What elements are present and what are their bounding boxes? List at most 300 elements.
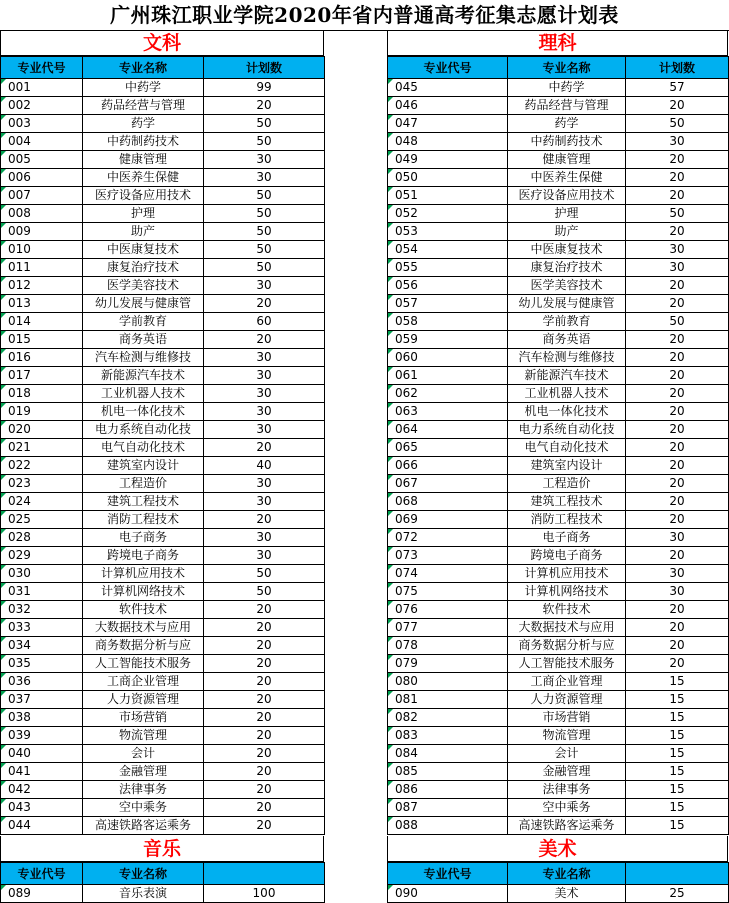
cell-plan: 30 — [204, 493, 325, 511]
cell-code: 034 — [1, 637, 83, 655]
cell-name: 工程造价 — [83, 475, 204, 493]
cell-code: 028 — [1, 529, 83, 547]
table-row — [388, 709, 729, 727]
header-row — [388, 57, 729, 79]
table-row — [388, 763, 729, 781]
cell-name: 电气自动化技术 — [508, 439, 626, 457]
cell-name: 人工智能技术服务 — [83, 655, 204, 673]
cell-name: 汽车检测与维修技 — [508, 349, 626, 367]
table-row — [388, 745, 729, 763]
cell-code: 084 — [388, 745, 508, 763]
table-row — [1, 547, 325, 565]
cell-plan: 15 — [626, 817, 729, 835]
cell-plan: 30 — [204, 367, 325, 385]
cell-name: 电子商务 — [83, 529, 204, 547]
cell-code: 047 — [388, 115, 508, 133]
table-row — [388, 277, 729, 295]
cell-code: 012 — [1, 277, 83, 295]
table-row — [1, 745, 325, 763]
table-row — [1, 601, 325, 619]
table-row — [388, 367, 729, 385]
header-name: 专业名称 — [83, 57, 204, 79]
cell-plan: 20 — [204, 781, 325, 799]
table-row — [1, 493, 325, 511]
cell-plan: 30 — [626, 565, 729, 583]
cell-plan: 20 — [204, 727, 325, 745]
table-row — [1, 151, 325, 169]
table-row — [1, 367, 325, 385]
cell-code: 048 — [388, 133, 508, 151]
cell-plan: 30 — [204, 277, 325, 295]
cell-name: 药学 — [83, 115, 204, 133]
cell-plan: 15 — [626, 727, 729, 745]
cell-code: 013 — [1, 295, 83, 313]
cell-name: 消防工程技术 — [83, 511, 204, 529]
cell-name: 助产 — [83, 223, 204, 241]
cell-name: 电力系统自动化技 — [508, 421, 626, 439]
cell-name: 金融管理 — [83, 763, 204, 781]
cell-code: 036 — [1, 673, 83, 691]
cell-code: 068 — [388, 493, 508, 511]
cell-plan: 50 — [626, 313, 729, 331]
cell-code: 066 — [388, 457, 508, 475]
table-row — [388, 313, 729, 331]
cell-code: 014 — [1, 313, 83, 331]
cell-code: 006 — [1, 169, 83, 187]
cell-name: 护理 — [508, 205, 626, 223]
cell-code: 058 — [388, 313, 508, 331]
cell-name: 会计 — [83, 745, 204, 763]
cell-name: 大数据技术与应用 — [508, 619, 626, 637]
cell-code: 043 — [1, 799, 83, 817]
cell-name: 物流管理 — [83, 727, 204, 745]
table-row — [1, 565, 325, 583]
table-row — [1, 79, 325, 97]
cell-name: 消防工程技术 — [508, 511, 626, 529]
table-row — [388, 133, 729, 151]
cell-name: 计算机应用技术 — [83, 565, 204, 583]
cell-plan: 20 — [204, 295, 325, 313]
cell-plan: 50 — [204, 133, 325, 151]
cell-code: 075 — [388, 583, 508, 601]
cell-code: 089 — [1, 885, 83, 903]
cell-name: 建筑室内设计 — [508, 457, 626, 475]
table-row — [1, 313, 325, 331]
cell-plan: 30 — [626, 583, 729, 601]
cell-code: 057 — [388, 295, 508, 313]
table-row — [388, 439, 729, 457]
cell-name: 市场营销 — [83, 709, 204, 727]
cell-name: 空中乘务 — [508, 799, 626, 817]
table-row — [388, 331, 729, 349]
cell-code: 082 — [388, 709, 508, 727]
cell-plan: 15 — [626, 799, 729, 817]
cell-plan: 20 — [626, 169, 729, 187]
cell-name: 法律事务 — [508, 781, 626, 799]
cell-name: 学前教育 — [83, 313, 204, 331]
cell-plan: 50 — [204, 115, 325, 133]
cell-code: 035 — [1, 655, 83, 673]
cell-code: 025 — [1, 511, 83, 529]
cell-name: 工业机器人技术 — [83, 385, 204, 403]
cell-plan: 20 — [204, 691, 325, 709]
cell-plan: 30 — [626, 259, 729, 277]
cell-name: 新能源汽车技术 — [83, 367, 204, 385]
cell-plan: 20 — [626, 619, 729, 637]
table-row — [1, 763, 325, 781]
cell-code: 069 — [388, 511, 508, 529]
table-row — [388, 187, 729, 205]
cell-name: 电力系统自动化技 — [83, 421, 204, 439]
cell-name: 中药学 — [508, 79, 626, 97]
cell-plan: 20 — [626, 421, 729, 439]
cell-code: 017 — [1, 367, 83, 385]
cell-plan: 20 — [626, 475, 729, 493]
table-row — [388, 817, 729, 835]
table-row — [388, 205, 729, 223]
cell-code: 074 — [388, 565, 508, 583]
cell-name: 幼儿发展与健康管 — [83, 295, 204, 313]
cell-plan: 20 — [626, 601, 729, 619]
cell-code: 073 — [388, 547, 508, 565]
cell-code: 059 — [388, 331, 508, 349]
cell-code: 032 — [1, 601, 83, 619]
cell-code: 062 — [388, 385, 508, 403]
table-row — [388, 885, 729, 903]
cell-code: 004 — [1, 133, 83, 151]
table-row — [388, 79, 729, 97]
header-plan — [626, 863, 729, 885]
cell-plan: 50 — [204, 259, 325, 277]
cell-name: 建筑工程技术 — [83, 493, 204, 511]
table-row — [1, 529, 325, 547]
cell-code: 033 — [1, 619, 83, 637]
cell-code: 038 — [1, 709, 83, 727]
cell-plan: 20 — [204, 763, 325, 781]
yinyue-panel — [0, 836, 324, 903]
cell-code: 063 — [388, 403, 508, 421]
cell-code: 045 — [388, 79, 508, 97]
table-row — [1, 727, 325, 745]
cell-code: 055 — [388, 259, 508, 277]
cell-plan: 20 — [626, 331, 729, 349]
table-row — [388, 295, 729, 313]
cell-name: 中医康复技术 — [83, 241, 204, 259]
table-row — [388, 223, 729, 241]
table-row — [388, 547, 729, 565]
cell-plan: 20 — [626, 349, 729, 367]
table-row — [388, 727, 729, 745]
table-row — [388, 475, 729, 493]
cell-code: 052 — [388, 205, 508, 223]
cell-name: 软件技术 — [508, 601, 626, 619]
header-code: 专业代号 — [1, 57, 83, 79]
cell-name: 药学 — [508, 115, 626, 133]
table-row — [1, 691, 325, 709]
cell-code: 049 — [388, 151, 508, 169]
table-row — [388, 457, 729, 475]
table-row — [388, 259, 729, 277]
cell-name: 计算机网络技术 — [508, 583, 626, 601]
cell-plan: 20 — [626, 295, 729, 313]
cell-code: 051 — [388, 187, 508, 205]
table-row — [388, 781, 729, 799]
cell-name: 机电一体化技术 — [508, 403, 626, 421]
cell-plan: 20 — [204, 619, 325, 637]
table-row — [1, 403, 325, 421]
header-plan: 计划数 — [626, 57, 729, 79]
header-row — [1, 57, 325, 79]
cell-name: 电气自动化技术 — [83, 439, 204, 457]
wenke-table — [0, 56, 325, 835]
cell-plan: 20 — [626, 385, 729, 403]
cell-name: 商务英语 — [508, 331, 626, 349]
cell-plan: 15 — [626, 709, 729, 727]
like-panel — [387, 30, 728, 835]
cell-code: 083 — [388, 727, 508, 745]
cell-name: 音乐表演 — [83, 885, 204, 903]
table-row — [1, 421, 325, 439]
cell-name: 中药制药技术 — [83, 133, 204, 151]
cell-code: 087 — [388, 799, 508, 817]
cell-plan: 20 — [204, 817, 325, 835]
cell-plan: 20 — [626, 223, 729, 241]
table-row — [388, 655, 729, 673]
cell-plan: 30 — [626, 529, 729, 547]
cell-plan: 99 — [204, 79, 325, 97]
cell-plan: 30 — [204, 169, 325, 187]
meishu-section-title: 美术 — [387, 836, 728, 862]
cell-code: 041 — [1, 763, 83, 781]
cell-name: 新能源汽车技术 — [508, 367, 626, 385]
cell-code: 002 — [1, 97, 83, 115]
cell-plan: 30 — [204, 151, 325, 169]
cell-name: 康复治疗技术 — [508, 259, 626, 277]
cell-plan: 20 — [204, 331, 325, 349]
cell-name: 电子商务 — [508, 529, 626, 547]
table-row — [1, 511, 325, 529]
cell-name: 康复治疗技术 — [83, 259, 204, 277]
table-row — [388, 421, 729, 439]
cell-name: 高速铁路客运乘务 — [508, 817, 626, 835]
table-row — [388, 799, 729, 817]
cell-name: 人工智能技术服务 — [508, 655, 626, 673]
table-row — [388, 619, 729, 637]
cell-name: 软件技术 — [83, 601, 204, 619]
cell-code: 085 — [388, 763, 508, 781]
cell-plan: 20 — [626, 403, 729, 421]
cell-plan: 50 — [204, 565, 325, 583]
cell-code: 046 — [388, 97, 508, 115]
cell-plan: 30 — [204, 529, 325, 547]
table-row — [388, 385, 729, 403]
cell-name: 医疗设备应用技术 — [83, 187, 204, 205]
table-row — [1, 655, 325, 673]
cell-plan: 20 — [626, 151, 729, 169]
cell-code: 029 — [1, 547, 83, 565]
table-row — [388, 169, 729, 187]
cell-code: 018 — [1, 385, 83, 403]
cell-name: 跨境电子商务 — [508, 547, 626, 565]
table-row — [1, 583, 325, 601]
cell-code: 080 — [388, 673, 508, 691]
cell-code: 077 — [388, 619, 508, 637]
header-code: 专业代号 — [1, 863, 83, 885]
cell-plan: 50 — [204, 187, 325, 205]
cell-name: 医学美容技术 — [508, 277, 626, 295]
table-row — [388, 511, 729, 529]
header-name: 专业名称 — [83, 863, 204, 885]
cell-plan: 30 — [626, 241, 729, 259]
cell-plan: 30 — [204, 349, 325, 367]
cell-plan: 30 — [204, 547, 325, 565]
cell-plan: 20 — [204, 97, 325, 115]
page-title: 广州珠江职业学院2020年省内普通高考征集志愿计划表 — [0, 0, 729, 31]
cell-code: 081 — [388, 691, 508, 709]
table-row — [1, 475, 325, 493]
cell-name: 建筑室内设计 — [83, 457, 204, 475]
cell-name: 中医康复技术 — [508, 241, 626, 259]
cell-code: 072 — [388, 529, 508, 547]
cell-name: 中医养生保健 — [83, 169, 204, 187]
cell-plan: 15 — [626, 691, 729, 709]
cell-plan: 60 — [204, 313, 325, 331]
table-row — [388, 583, 729, 601]
cell-code: 030 — [1, 565, 83, 583]
like-section-title: 理科 — [387, 30, 728, 56]
cell-plan: 15 — [626, 673, 729, 691]
wenke-section-title: 文科 — [0, 30, 324, 56]
table-row — [1, 115, 325, 133]
cell-name: 医学美容技术 — [83, 277, 204, 295]
cell-code: 009 — [1, 223, 83, 241]
cell-code: 007 — [1, 187, 83, 205]
cell-name: 工程造价 — [508, 475, 626, 493]
cell-plan: 15 — [626, 745, 729, 763]
cell-name: 跨境电子商务 — [83, 547, 204, 565]
cell-code: 039 — [1, 727, 83, 745]
cell-name: 大数据技术与应用 — [83, 619, 204, 637]
table-row — [388, 565, 729, 583]
cell-code: 090 — [388, 885, 508, 903]
table-row — [388, 673, 729, 691]
cell-plan: 57 — [626, 79, 729, 97]
cell-name: 医疗设备应用技术 — [508, 187, 626, 205]
cell-code: 010 — [1, 241, 83, 259]
yinyue-table — [0, 862, 325, 903]
cell-name: 护理 — [83, 205, 204, 223]
table-row — [1, 205, 325, 223]
table-row — [388, 349, 729, 367]
cell-name: 幼儿发展与健康管 — [508, 295, 626, 313]
cell-code: 001 — [1, 79, 83, 97]
cell-plan: 20 — [626, 547, 729, 565]
meishu-table — [387, 862, 729, 903]
cell-name: 计算机应用技术 — [508, 565, 626, 583]
cell-code: 067 — [388, 475, 508, 493]
table-row — [388, 403, 729, 421]
cell-code: 022 — [1, 457, 83, 475]
cell-name: 计算机网络技术 — [83, 583, 204, 601]
cell-name: 药品经营与管理 — [508, 97, 626, 115]
cell-code: 078 — [388, 637, 508, 655]
cell-plan: 20 — [204, 709, 325, 727]
cell-plan: 30 — [204, 403, 325, 421]
header-code: 专业代号 — [388, 863, 508, 885]
cell-name: 机电一体化技术 — [83, 403, 204, 421]
header-row — [388, 863, 729, 885]
header-plan — [204, 863, 325, 885]
table-row — [1, 439, 325, 457]
table-row — [1, 781, 325, 799]
cell-name: 中药学 — [83, 79, 204, 97]
table-row — [1, 349, 325, 367]
cell-plan: 20 — [626, 655, 729, 673]
cell-name: 工商企业管理 — [508, 673, 626, 691]
cell-plan: 20 — [626, 439, 729, 457]
yinyue-section-title: 音乐 — [0, 836, 324, 862]
header-name: 专业名称 — [508, 863, 626, 885]
header-code: 专业代号 — [388, 57, 508, 79]
table-row — [388, 637, 729, 655]
cell-code: 054 — [388, 241, 508, 259]
cell-plan: 50 — [204, 205, 325, 223]
table-row — [1, 187, 325, 205]
cell-name: 美术 — [508, 885, 626, 903]
table-row — [1, 331, 325, 349]
cell-plan: 20 — [626, 367, 729, 385]
cell-plan: 40 — [204, 457, 325, 475]
cell-plan: 20 — [204, 745, 325, 763]
header-name: 专业名称 — [508, 57, 626, 79]
cell-code: 031 — [1, 583, 83, 601]
cell-name: 人力资源管理 — [83, 691, 204, 709]
cell-plan: 20 — [204, 511, 325, 529]
cell-name: 商务英语 — [83, 331, 204, 349]
cell-code: 021 — [1, 439, 83, 457]
cell-code: 044 — [1, 817, 83, 835]
cell-name: 中药制药技术 — [508, 133, 626, 151]
cell-plan: 20 — [204, 601, 325, 619]
header-row — [1, 863, 325, 885]
cell-plan: 30 — [204, 475, 325, 493]
cell-plan: 20 — [626, 457, 729, 475]
cell-name: 汽车检测与维修技 — [83, 349, 204, 367]
cell-name: 健康管理 — [508, 151, 626, 169]
cell-name: 健康管理 — [83, 151, 204, 169]
cell-code: 076 — [388, 601, 508, 619]
cell-code: 005 — [1, 151, 83, 169]
cell-plan: 20 — [626, 493, 729, 511]
meishu-panel — [387, 836, 728, 903]
table-row — [1, 385, 325, 403]
cell-plan: 100 — [204, 885, 325, 903]
cell-code: 019 — [1, 403, 83, 421]
cell-name: 物流管理 — [508, 727, 626, 745]
cell-plan: 20 — [626, 187, 729, 205]
table-row — [1, 223, 325, 241]
cell-name: 金融管理 — [508, 763, 626, 781]
cell-name: 工业机器人技术 — [508, 385, 626, 403]
cell-code: 023 — [1, 475, 83, 493]
cell-plan: 50 — [626, 205, 729, 223]
cell-name: 法律事务 — [83, 781, 204, 799]
cell-name: 会计 — [508, 745, 626, 763]
cell-code: 011 — [1, 259, 83, 277]
cell-code: 060 — [388, 349, 508, 367]
cell-name: 药品经营与管理 — [83, 97, 204, 115]
cell-code: 037 — [1, 691, 83, 709]
